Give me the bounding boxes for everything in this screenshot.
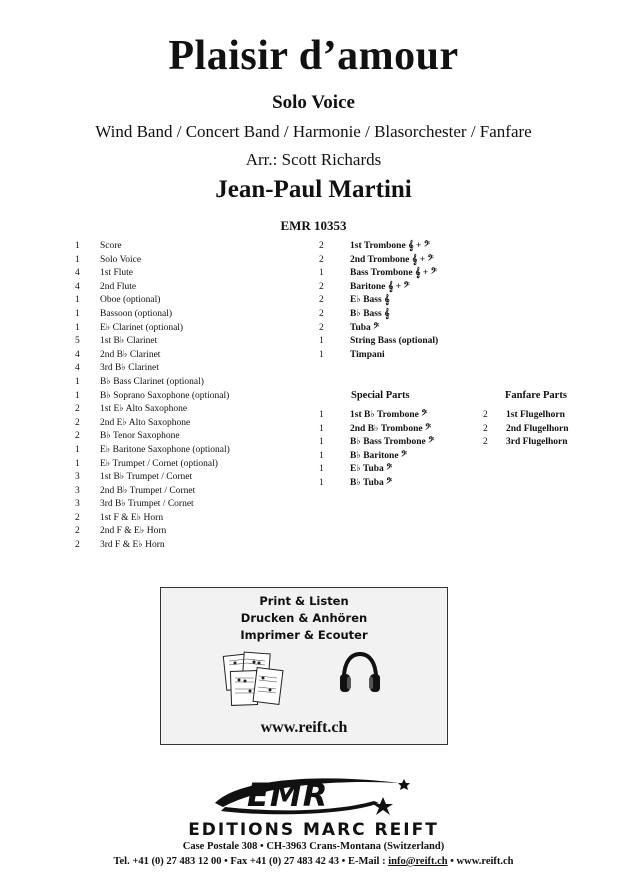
part-name: B♭ Bass Clarinet (optional) (100, 376, 204, 387)
part-quantity: 1 (319, 477, 324, 488)
part-row (319, 281, 438, 295)
part-row (75, 335, 230, 349)
part-row (75, 240, 230, 254)
subtitle: Solo Voice (272, 92, 355, 113)
part-row (319, 335, 438, 349)
part-row (75, 308, 230, 322)
fanfare-parts-list (483, 409, 569, 450)
part-row (319, 409, 434, 423)
part-name: 2nd B♭ Clarinet (100, 349, 161, 360)
part-row (75, 539, 230, 553)
part-name: Baritone 𝄞 + 𝄢 (350, 281, 410, 292)
part-row (483, 436, 569, 450)
ensemble-line: Wind Band / Concert Band / Harmonie / Blasorchester / Fanfare (95, 122, 532, 141)
part-quantity: 1 (75, 444, 80, 455)
music-sheets-icon (221, 651, 289, 709)
part-row (75, 349, 230, 363)
part-name: 1st F & E♭ Horn (100, 512, 164, 523)
part-row (75, 376, 230, 390)
part-quantity: 2 (75, 417, 80, 428)
part-quantity: 3 (75, 499, 80, 510)
part-quantity: 1 (319, 437, 324, 448)
part-quantity: 1 (319, 450, 324, 461)
part-row (319, 267, 438, 281)
part-name: 1st Trombone 𝄞 + 𝄢 (350, 241, 430, 251)
part-row (319, 477, 434, 491)
publisher-contact (0, 856, 627, 867)
part-name: B♭ Bass Trombone 𝄢 (350, 437, 435, 448)
part-row (75, 267, 230, 281)
part-quantity: 1 (319, 349, 324, 360)
part-quantity: 2 (483, 410, 488, 420)
part-row (75, 444, 230, 458)
part-row (319, 423, 434, 437)
part-quantity: 2 (319, 295, 324, 306)
part-row (319, 322, 438, 336)
part-quantity: 5 (75, 336, 80, 347)
fanfare-parts-heading: Fanfare Parts (505, 390, 567, 401)
part-name: B♭ Tenor Saxophone (100, 431, 180, 442)
part-name: Bassoon (optional) (100, 308, 173, 319)
print-listen-box (160, 587, 448, 745)
part-row (75, 525, 230, 539)
part-quantity: 2 (75, 431, 80, 442)
part-name: 2nd B♭ Trumpet / Cornet (100, 485, 196, 496)
part-name: 3rd B♭ Clarinet (100, 363, 159, 374)
part-quantity: 1 (75, 241, 80, 251)
part-row (319, 463, 434, 477)
part-name: 1st B♭ Trombone 𝄢 (350, 410, 428, 420)
part-quantity: 1 (319, 464, 324, 475)
part-row (75, 254, 230, 268)
part-row (75, 294, 230, 308)
part-quantity: 1 (75, 390, 80, 401)
part-row (319, 254, 438, 268)
part-name: 1st B♭ Clarinet (100, 336, 158, 347)
promo-line-drucken: Drucken & Anhören (240, 611, 368, 625)
part-name: 2nd B♭ Trombone 𝄢 (350, 423, 432, 434)
part-row (319, 308, 438, 322)
arranger-line: Arr.: Scott Richards (245, 150, 382, 169)
part-quantity: 2 (483, 437, 488, 448)
part-quantity: 3 (75, 485, 80, 496)
part-quantity: 1 (75, 308, 80, 319)
part-name: Solo Voice (100, 254, 142, 265)
part-quantity: 1 (75, 295, 80, 306)
part-name: String Bass (optional) (350, 336, 439, 347)
publisher-address: Case Postale 308 • CH-3963 Crans-Montana (Switzerland) (182, 841, 445, 852)
part-quantity: 2 (319, 308, 324, 319)
part-name: 1st E♭ Alto Saxophone (100, 404, 188, 415)
email-link[interactable]: info@reift.ch (388, 856, 448, 867)
part-row (319, 349, 438, 363)
part-quantity: 2 (75, 540, 80, 551)
part-quantity: 1 (319, 268, 324, 279)
part-name: 1st Flugelhorn (506, 410, 565, 420)
part-quantity: 4 (75, 281, 80, 292)
part-row (483, 423, 569, 437)
page-title: Plaisir d’amour (168, 33, 459, 79)
part-quantity: 1 (319, 423, 324, 434)
part-row (75, 281, 230, 295)
contact-phone-fax: Tel. +41 (0) 27 483 12 00 • Fax +41 (0) 27 483 42 43 • E-Mail : (113, 856, 389, 867)
part-row (75, 458, 230, 472)
part-name: E♭ Clarinet (optional) (100, 322, 184, 333)
part-quantity: 1 (75, 322, 80, 333)
part-row (319, 240, 438, 254)
part-quantity: 2 (319, 241, 324, 251)
part-row (75, 403, 230, 417)
part-row (75, 322, 230, 336)
part-name: E♭ Baritone Saxophone (optional) (100, 444, 230, 455)
part-quantity: 1 (319, 410, 324, 420)
part-quantity: 4 (75, 349, 80, 360)
part-quantity: 3 (75, 472, 80, 483)
part-name: 3rd Flugelhorn (506, 437, 568, 448)
part-quantity: 2 (319, 322, 324, 333)
special-parts-heading: Special Parts (351, 390, 410, 401)
part-quantity: 2 (319, 281, 324, 292)
promo-url: www.reift.ch (260, 719, 348, 736)
part-row (319, 450, 434, 464)
part-quantity: 2 (75, 404, 80, 415)
part-name: E♭ Trumpet / Cornet (optional) (100, 458, 218, 469)
part-row (75, 498, 230, 512)
part-name: 2nd Flute (100, 281, 137, 292)
promo-line-imprimer: Imprimer & Ecouter (240, 628, 368, 642)
part-name: B♭ Tuba 𝄢 (350, 477, 393, 488)
part-row (75, 362, 230, 376)
part-name: B♭ Soprano Saxophone (optional) (100, 390, 230, 401)
part-row (75, 485, 230, 499)
part-name: B♭ Baritone 𝄢 (350, 450, 408, 461)
part-row (319, 436, 434, 450)
part-name: 2nd F & E♭ Horn (100, 526, 167, 537)
part-quantity: 1 (75, 376, 80, 387)
svg-text:EMR: EMR (247, 776, 329, 814)
catalog-number: EMR 10353 (280, 218, 347, 233)
part-quantity: 1 (75, 458, 80, 469)
part-row (483, 409, 569, 423)
special-parts-list (319, 409, 434, 491)
headphones-icon (337, 650, 383, 696)
part-name: 2nd Trombone 𝄞 + 𝄢 (350, 254, 434, 265)
part-quantity: 2 (75, 512, 80, 523)
part-row (75, 430, 230, 444)
composer-name: Jean-Paul Martini (215, 176, 412, 203)
part-quantity: 2 (483, 423, 488, 434)
part-name: E♭ Bass 𝄞 (350, 295, 390, 306)
promo-line-print: Print & Listen (259, 594, 349, 608)
part-name: 1st B♭ Trumpet / Cornet (100, 472, 193, 483)
part-name: Bass Trombone 𝄞 + 𝄢 (350, 268, 437, 279)
part-quantity: 1 (319, 336, 324, 347)
parts-list-left (75, 240, 230, 553)
part-name: Tuba 𝄢 (350, 322, 380, 333)
emr-logo (209, 773, 419, 819)
part-row (75, 417, 230, 431)
part-row (75, 512, 230, 526)
part-name: E♭ Tuba 𝄢 (350, 464, 393, 475)
part-quantity: 2 (75, 526, 80, 537)
part-name: 2nd E♭ Alto Saxophone (100, 417, 191, 428)
part-name: 2nd Flugelhorn (506, 423, 569, 434)
part-quantity: 4 (75, 363, 80, 374)
part-quantity: 2 (319, 254, 324, 265)
part-name: 3rd F & E♭ Horn (100, 540, 165, 551)
publisher-name: EDITIONS MARC REIFT (188, 820, 439, 840)
part-name: Timpani (350, 349, 385, 360)
part-name: 3rd B♭ Trumpet / Cornet (100, 499, 194, 510)
part-name: 1st Flute (100, 268, 133, 279)
part-name: B♭ Bass 𝄞 (350, 308, 390, 319)
part-quantity: 1 (75, 254, 80, 265)
part-row (75, 390, 230, 404)
part-name: Score (100, 241, 122, 251)
part-quantity: 4 (75, 268, 80, 279)
part-row (75, 471, 230, 485)
part-name: Oboe (optional) (100, 295, 161, 306)
part-row (319, 294, 438, 308)
parts-list-right (319, 240, 438, 362)
contact-website: • www.reift.ch (447, 856, 514, 867)
